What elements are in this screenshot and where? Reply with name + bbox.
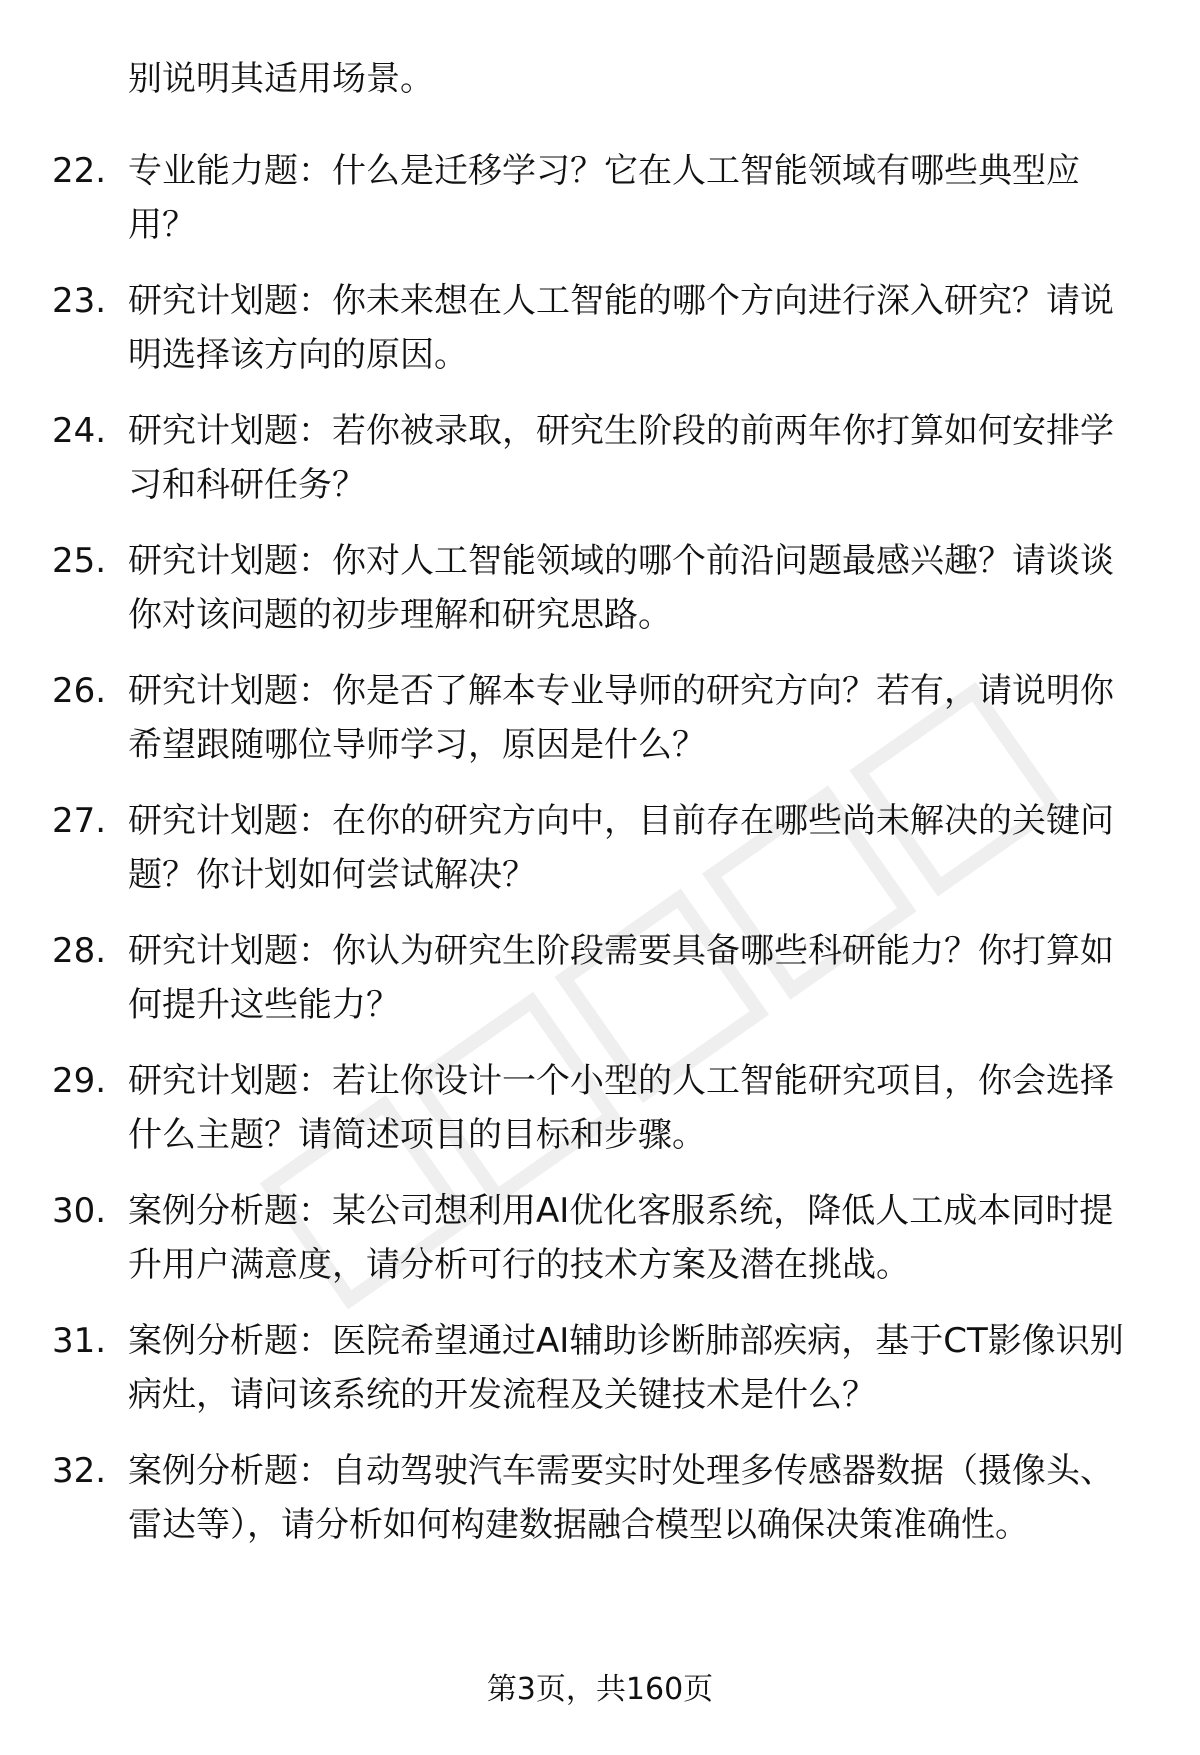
question-item [0,1314,1200,1444]
question-text: 研究计划题：若你被录取，研究生阶段的前两年你打算如何安排学习和科研任务？ [128,411,1114,505]
question-text: 案例分析题：某公司想利用AI优化客服系统，降低人工成本同时提升用户满意度，请分析可行的技术方案及潜在挑战。 [128,1191,1114,1285]
question-number: 27. [52,801,107,841]
question-item [0,1444,1200,1574]
question-text: 研究计划题：在你的研究方向中，目前存在哪些尚未解决的关键问题？你计划如何尝试解决？ [128,801,1114,895]
question-number: 32. [52,1451,107,1491]
question-number: 24. [52,411,107,451]
question-number: 30. [52,1191,107,1231]
question-text: 案例分析题：自动驾驶汽车需要实时处理多传感器数据（摄像头、雷达等），请分析如何构建数据融合模型以确保决策准确性。 [128,1451,1114,1545]
page-footer: 第3页，共160页 [486,1672,714,1707]
question-item [0,794,1200,924]
question-text: 研究计划题：你是否了解本专业导师的研究方向？若有，请说明你希望跟随哪位导师学习，原因是什么？ [128,671,1114,765]
question-text: 研究计划题：若让你设计一个小型的人工智能研究项目，你会选择什么主题？请简述项目的目标和步骤。 [128,1061,1114,1155]
question-item [0,1054,1200,1184]
question-item [0,664,1200,794]
question-item [0,274,1200,404]
question-text: 研究计划题：你未来想在人工智能的哪个方向进行深入研究？请说明选择该方向的原因。 [128,281,1114,375]
question-list [0,144,1200,1574]
question-number: 31. [52,1321,107,1361]
question-number: 23. [52,281,107,321]
question-text: 案例分析题：医院希望通过AI辅助诊断肺部疾病，基于CT影像识别病灶，请问该系统的开发流程及关键技术是什么？ [128,1321,1124,1415]
question-item [0,1184,1200,1314]
continuation-text: 别说明其适用场景。 [128,59,434,99]
question-item [0,534,1200,664]
question-number: 28. [52,931,107,971]
question-number: 25. [52,541,107,581]
question-item [0,144,1200,274]
question-text: 研究计划题：你对人工智能领域的哪个前沿问题最感兴趣？请谈谈你对该问题的初步理解和研究思路。 [128,541,1114,635]
question-item [0,924,1200,1054]
question-number: 26. [52,671,107,711]
question-text: 研究计划题：你认为研究生阶段需要具备哪些科研能力？你打算如何提升这些能力？ [128,931,1114,1025]
question-number: 22. [52,151,107,191]
question-item [0,404,1200,534]
question-number: 29. [52,1061,107,1101]
question-text: 专业能力题：什么是迁移学习？它在人工智能领域有哪些典型应用？ [128,151,1080,245]
